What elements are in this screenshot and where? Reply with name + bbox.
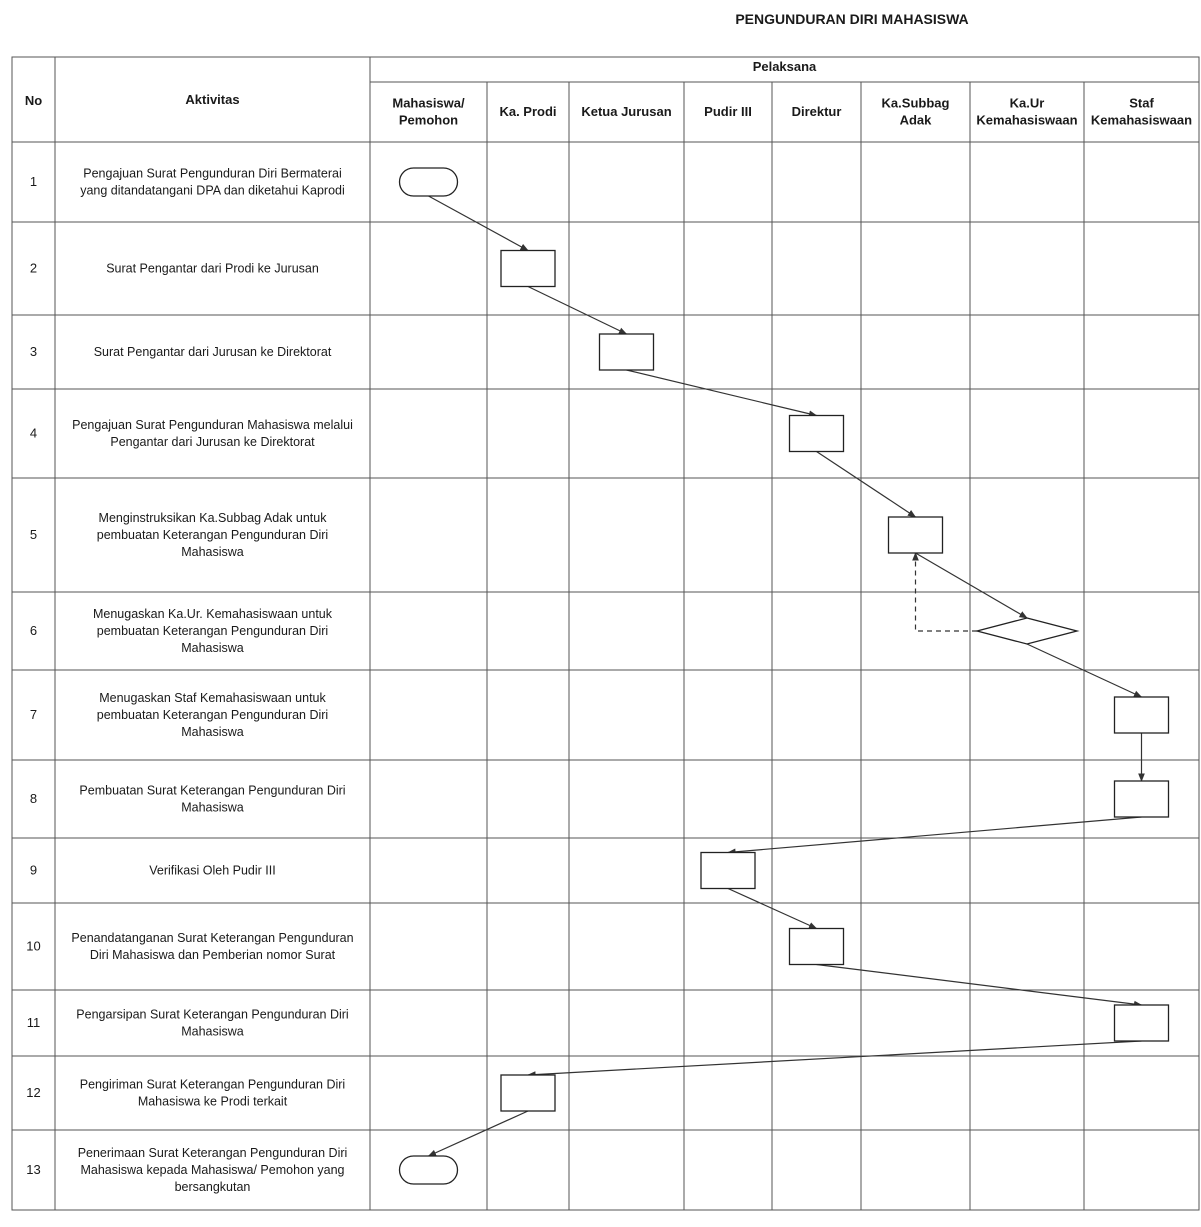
activity-text: Verifikasi Oleh Pudir III (149, 863, 276, 878)
activity-text: Menginstruksikan Ka.Subbag Adak untuk (98, 511, 327, 525)
header-lane: Adak (899, 112, 932, 128)
row-number: 4 (29, 425, 38, 441)
activity-text: pembuatan Keterangan Pengunduran Diri (96, 708, 329, 722)
row-number: 5 (29, 527, 38, 542)
activity-text: Mahasiswa (181, 1024, 244, 1039)
activity-text: pembuatan Keterangan Pengunduran Diri (96, 528, 329, 542)
header-lane: Ka. Prodi (499, 104, 557, 119)
process-shape (1115, 1005, 1169, 1041)
flow-arrow (817, 452, 916, 518)
activity-text: Diri Mahasiswa dan Pemberian nomor Surat (89, 948, 336, 962)
activity-text: Pembuatan Surat Keterangan Pengunduran Diri (79, 783, 346, 798)
flow-arrow (817, 965, 1142, 1006)
header-lane: Mahasiswa/ (392, 95, 465, 111)
row-number: 9 (29, 862, 38, 878)
header-lane: Ka.Subbag (881, 95, 950, 111)
row-number: 2 (29, 260, 38, 276)
row-number: 8 (29, 791, 38, 806)
flow-arrow (528, 1041, 1142, 1075)
header-pelaksana: Pelaksana (752, 59, 817, 74)
process-shape (790, 416, 844, 452)
activity-text: Mahasiswa (181, 641, 244, 655)
header-lane: Staf (1129, 95, 1154, 111)
activity-text: Pengiriman Surat Keterangan Pengunduran Diri (79, 1077, 346, 1092)
terminator-shape (400, 168, 458, 196)
row-number: 6 (29, 623, 38, 638)
process-shape (501, 1075, 555, 1111)
header-lane: Pudir III (704, 104, 752, 119)
process-shape (889, 517, 943, 553)
process-shape (1115, 781, 1169, 817)
terminator-shape (400, 1156, 458, 1184)
header-lane: Direktur (791, 104, 842, 119)
activity-text: yang ditandatangani DPA dan diketahui Kaprodi (80, 183, 345, 198)
header-lane: Ka.Ur (1009, 95, 1045, 111)
activity-text: Mahasiswa (181, 545, 244, 559)
activity-text: Menugaskan Ka.Ur. Kemahasiswaan untuk (92, 607, 333, 621)
flow-arrow (916, 553, 1028, 618)
flow-connectors (429, 196, 1142, 1156)
activity-text: Pengajuan Surat Pengunduran Diri Bermaterai (83, 166, 342, 181)
row-number: 13 (26, 1162, 41, 1177)
activity-text: pembuatan Keterangan Pengunduran Diri (96, 624, 329, 638)
process-shape (1115, 697, 1169, 733)
activity-text: Menugaskan Staf Kemahasiswaan untuk (99, 691, 326, 705)
activity-text: Penerimaan Surat Keterangan Pengunduran Diri (77, 1146, 348, 1160)
flow-arrow (627, 370, 817, 416)
header-lane: Kemahasiswaan (976, 112, 1078, 128)
row-number: 11 (26, 1015, 41, 1030)
row-number: 3 (29, 344, 38, 359)
process-shape (501, 251, 555, 287)
activity-text: Surat Pengantar dari Jurusan ke Direktorat (93, 345, 332, 359)
activity-text: Mahasiswa kepada Mahasiswa/ Pemohon yang (80, 1163, 345, 1177)
header-lane: Pemohon (398, 112, 459, 128)
row-number: 12 (26, 1085, 41, 1100)
activity-text: Pengajuan Surat Pengunduran Mahasiswa melalui (72, 418, 353, 432)
header-lane: Kemahasiswaan (1090, 112, 1193, 128)
activity-text: Surat Pengantar dari Prodi ke Jurusan (106, 261, 319, 276)
row-number: 1 (29, 174, 38, 189)
page-title: PENGUNDURAN DIRI MAHASISWA (735, 11, 969, 27)
activity-text: Pengarsipan Surat Keterangan Pengunduran Diri (76, 1007, 349, 1022)
activity-text: Mahasiswa ke Prodi terkait (137, 1094, 288, 1109)
process-shape (790, 929, 844, 965)
flow-shapes (400, 168, 1169, 1184)
activity-text: Penandatanganan Surat Keterangan Pengunduran (71, 931, 354, 945)
activity-text: Mahasiswa (181, 800, 244, 815)
row-number: 7 (29, 707, 38, 722)
flow-arrow (528, 287, 627, 335)
activity-text: Mahasiswa (181, 725, 244, 739)
process-shape (600, 334, 654, 370)
row-number: 10 (26, 938, 41, 954)
header-lane: Ketua Jurusan (581, 104, 672, 119)
activity-text: bersangkutan (174, 1180, 251, 1194)
flow-arrow (429, 1111, 529, 1156)
decision-shape (977, 618, 1077, 644)
flow-arrow (429, 196, 529, 251)
header-no: No (24, 93, 43, 108)
header-activity: Aktivitas (185, 92, 240, 107)
process-shape (701, 853, 755, 889)
activity-text: Pengantar dari Jurusan ke Direktorat (110, 435, 315, 449)
table-text (25, 11, 1192, 1194)
flow-arrow (728, 817, 1142, 853)
